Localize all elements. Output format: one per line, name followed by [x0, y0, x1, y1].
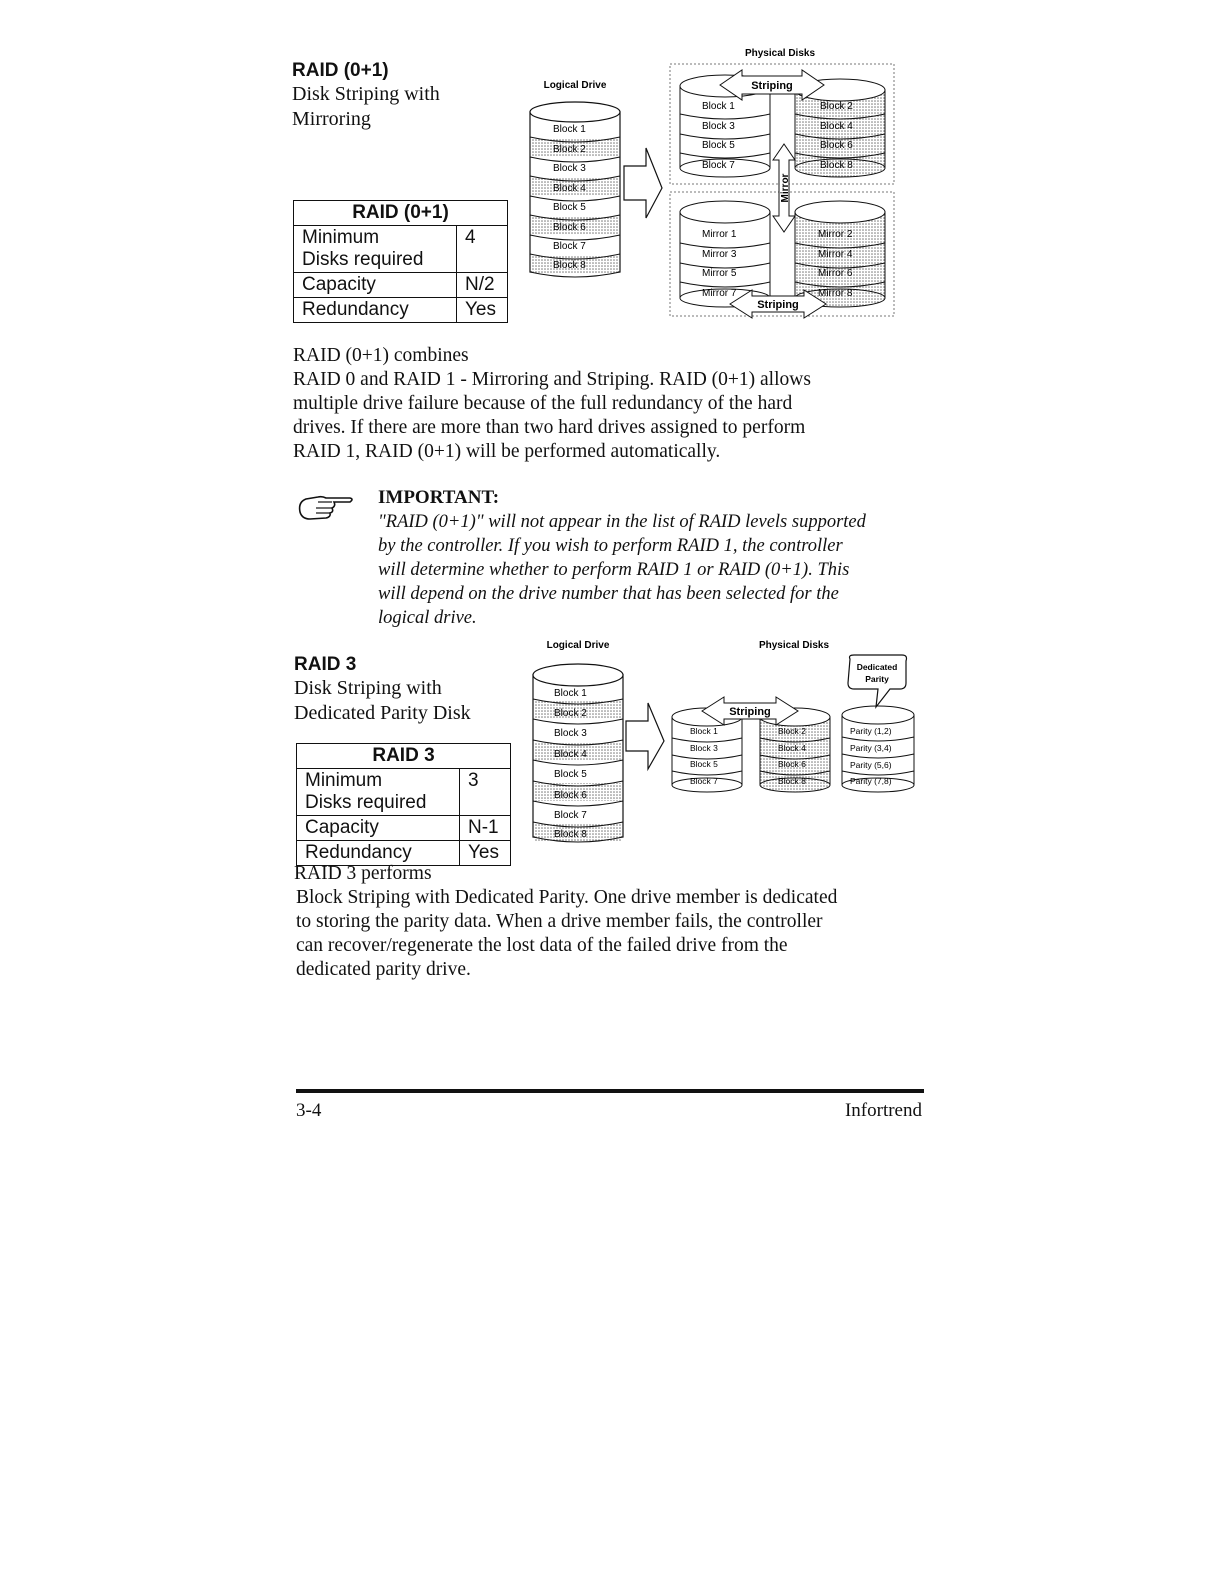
svg-text:Dedicated: Dedicated	[856, 662, 898, 672]
raid01-logical-drive-cylinder	[530, 102, 620, 277]
right-arrow-icon	[626, 703, 664, 769]
svg-text:Block 6: Block 6	[778, 759, 806, 769]
raid01-paragraph	[293, 368, 915, 464]
svg-text:Block 3: Block 3	[702, 121, 735, 132]
svg-text:Mirror: Mirror	[780, 173, 791, 203]
svg-text:Block 4: Block 4	[820, 121, 853, 132]
paragraph-line: to storing the parity data. When a drive member fails, the controller	[296, 911, 823, 932]
raid3-subtitle-line2: Dedicated Parity Disk	[294, 702, 471, 724]
paragraph-line: multiple drive failure because of the full redundancy of the hard	[293, 393, 793, 414]
svg-text:Parity (7,8): Parity (7,8)	[850, 776, 892, 786]
raid01-spec-table	[293, 200, 508, 323]
raid3-paragraph-intro: RAID 3 performs	[294, 863, 432, 884]
important-body	[378, 510, 916, 630]
svg-text:Block 4: Block 4	[554, 749, 587, 760]
svg-text:Striping: Striping	[751, 80, 793, 92]
table-row	[297, 816, 511, 841]
raid01-logical-drive-label: Logical Drive	[543, 80, 607, 91]
svg-text:Block 7: Block 7	[554, 810, 587, 821]
raid3-physical-disks-label: Physical Disks	[758, 640, 830, 651]
table-row	[294, 226, 508, 273]
footer-rule	[296, 1089, 924, 1093]
svg-text:Mirror 8: Mirror 8	[818, 288, 853, 299]
block-label: Block 2	[553, 144, 586, 155]
raid01-mirror-disk-b	[795, 201, 885, 307]
raid3-subtitle	[294, 676, 471, 726]
table-row	[297, 841, 511, 866]
table-cell-value: Yes	[460, 841, 511, 866]
important-line: logical drive.	[378, 608, 477, 628]
right-arrow-icon	[624, 148, 662, 218]
raid01-subtitle-line2: Mirroring	[292, 108, 371, 130]
table-header-row	[294, 201, 508, 226]
svg-text:Block 2: Block 2	[778, 726, 806, 736]
svg-text:Block 1: Block 1	[554, 688, 587, 699]
pointing-hand-icon	[296, 490, 356, 526]
block-label: Block 7	[553, 241, 586, 252]
svg-text:Mirror 6: Mirror 6	[818, 268, 853, 279]
svg-text:Block 2: Block 2	[820, 101, 853, 112]
table-cell-label: Capacity	[297, 816, 460, 841]
table-cell-label: Redundancy	[294, 298, 457, 323]
table-cell-label: Minimum Disks required	[294, 226, 457, 273]
block-label: Block 1	[553, 124, 586, 135]
table-cell-value: Yes	[457, 298, 508, 323]
table-row	[297, 769, 511, 816]
svg-text:Block 3: Block 3	[554, 728, 587, 739]
important-line: "RAID (0+1)" will not appear in the list of RAID levels supported	[378, 512, 866, 532]
svg-text:Parity (1,2): Parity (1,2)	[850, 726, 892, 736]
raid01-mirror-disk-a	[680, 201, 770, 307]
raid3-paragraph	[296, 886, 918, 982]
table-cell-label: Minimum Disks required	[297, 769, 460, 816]
table-header-row	[297, 744, 511, 769]
page-number: 3-4	[296, 1100, 322, 1121]
svg-text:Striping: Striping	[729, 706, 771, 718]
svg-text:Parity (5,6): Parity (5,6)	[850, 760, 892, 770]
raid3-logical-drive-label: Logical Drive	[546, 640, 610, 651]
raid3-title: RAID 3	[294, 654, 357, 675]
raid3-subtitle-line1: Disk Striping with	[294, 677, 442, 699]
svg-text:Mirror 2: Mirror 2	[818, 229, 853, 240]
paragraph-line: can recover/regenerate the lost data of the failed drive from the	[296, 935, 788, 956]
svg-text:Block 7: Block 7	[690, 776, 718, 786]
svg-text:Block 3: Block 3	[690, 743, 718, 753]
raid3-spec-table	[296, 743, 511, 866]
raid01-paragraph-intro: RAID (0+1) combines	[293, 345, 469, 366]
raid3-logical-drive-cylinder	[533, 664, 623, 842]
table-cell-value: 4	[457, 226, 508, 273]
table-row	[294, 298, 508, 323]
svg-text:Mirror 5: Mirror 5	[702, 268, 737, 279]
svg-text:Block 5: Block 5	[702, 140, 735, 151]
paragraph-line: dedicated parity drive.	[296, 959, 471, 980]
paragraph-line: RAID 1, RAID (0+1) will be performed automatically.	[293, 441, 721, 462]
raid01-physical-disks-label: Physical Disks	[744, 48, 816, 59]
upper-striping-arrow	[720, 70, 824, 100]
svg-text:Mirror 3: Mirror 3	[702, 249, 737, 260]
svg-text:Parity: Parity	[865, 674, 889, 684]
svg-text:Block 4: Block 4	[778, 743, 806, 753]
raid01-table-header: RAID (0+1)	[294, 201, 508, 226]
dedicated-parity-callout	[848, 655, 907, 707]
important-line: will determine whether to perform RAID 1 or RAID (0+1). This	[378, 560, 850, 580]
paragraph-line: Block Striping with Dedicated Parity. One drive member is dedicated	[296, 887, 838, 908]
raid01-title: RAID (0+1)	[292, 60, 389, 81]
mirror-arrow	[773, 144, 795, 232]
raid3-disk-a	[672, 708, 742, 792]
raid3-table-header: RAID 3	[297, 744, 511, 769]
footer-brand: Infortrend	[844, 1100, 922, 1121]
svg-text:Block 5: Block 5	[690, 759, 718, 769]
important-line: by the controller. If you wish to perform RAID 1, the controller	[378, 536, 843, 556]
block-label: Block 4	[553, 183, 586, 194]
svg-text:Striping: Striping	[757, 299, 799, 311]
svg-text:Block 1: Block 1	[690, 726, 718, 736]
block-label: Block 5	[553, 202, 586, 213]
svg-text:Mirror 7: Mirror 7	[702, 288, 737, 299]
paragraph-line: drives. If there are more than two hard drives assigned to perform	[293, 417, 806, 438]
svg-text:Block 8: Block 8	[778, 776, 806, 786]
important-line: will depend on the drive number that has been selected for the	[378, 584, 839, 604]
svg-text:Block 8: Block 8	[820, 160, 853, 171]
table-cell-value: 3	[460, 769, 511, 816]
svg-text:Parity (3,4): Parity (3,4)	[850, 743, 892, 753]
block-label: Block 6	[553, 222, 586, 233]
table-cell-value: N/2	[457, 273, 508, 298]
table-cell-label: Capacity	[294, 273, 457, 298]
svg-text:Mirror 1: Mirror 1	[702, 229, 737, 240]
svg-text:Block 8: Block 8	[554, 829, 587, 840]
svg-text:Block 6: Block 6	[554, 790, 587, 801]
block-label: Block 3	[553, 163, 586, 174]
important-heading: IMPORTANT:	[378, 487, 500, 508]
svg-text:Block 1: Block 1	[702, 101, 735, 112]
svg-text:Block 7: Block 7	[702, 160, 735, 171]
raid3-disk-b	[760, 708, 830, 792]
raid3-diagram	[520, 635, 920, 870]
svg-text:Block 5: Block 5	[554, 769, 587, 780]
table-row	[294, 273, 508, 298]
svg-text:Block 6: Block 6	[820, 140, 853, 151]
raid3-parity-disk	[842, 706, 914, 792]
raid01-diagram	[520, 40, 910, 340]
raid01-subtitle	[292, 82, 440, 132]
svg-text:Block 2: Block 2	[554, 708, 587, 719]
paragraph-line: RAID 0 and RAID 1 - Mirroring and Striping. RAID (0+1) allows	[293, 369, 811, 390]
svg-text:Mirror 4: Mirror 4	[818, 249, 853, 260]
block-label: Block 8	[553, 260, 586, 271]
raid01-subtitle-line1: Disk Striping with	[292, 83, 440, 105]
table-cell-value: N-1	[460, 816, 511, 841]
table-cell-label: Redundancy	[297, 841, 460, 866]
